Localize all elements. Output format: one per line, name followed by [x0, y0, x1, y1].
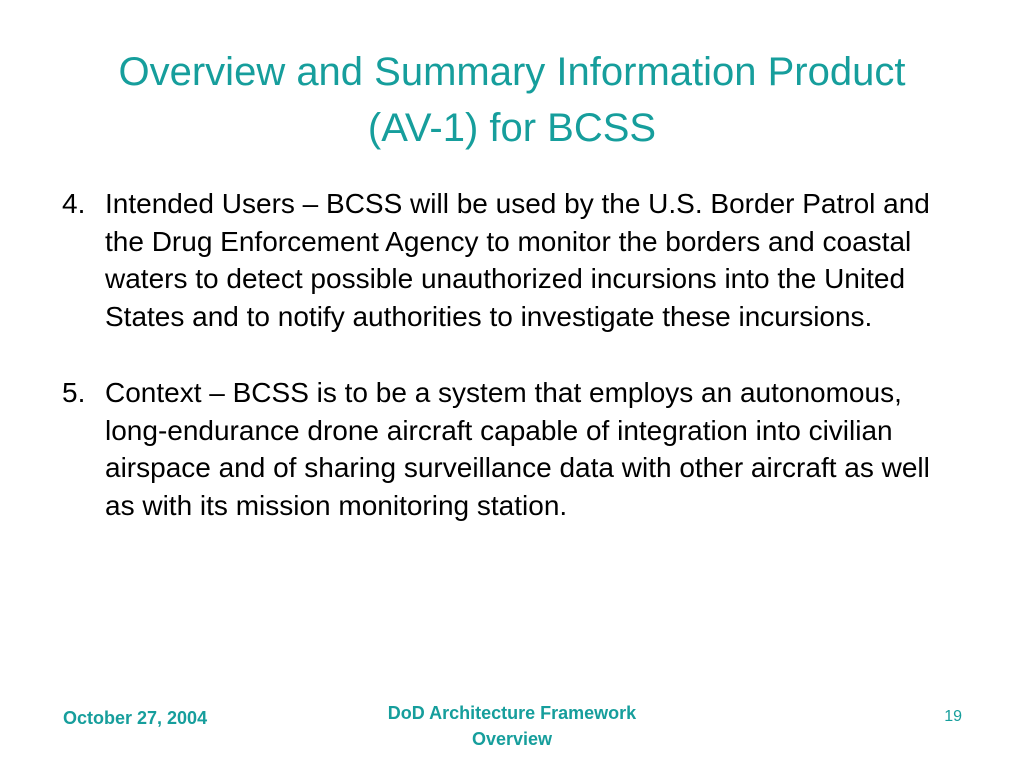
- footer-title-line-1: DoD Architecture Framework: [387, 703, 637, 723]
- list-item-text: Intended Users – BCSS will be used by the U.S. Border Patrol and the Drug Enforcement Agency to monitor the borders and coastal waters to detect possible unauthorized incursions into the United States and to notify authorities to investigate these incursions.: [105, 188, 930, 332]
- list-item-context: [62, 374, 962, 524]
- slide-title-line-2: (AV-1) for BCSS: [367, 106, 657, 150]
- slide-title-line-1: Overview and Summary Information Product: [118, 50, 906, 94]
- numbered-list: [62, 185, 962, 563]
- list-item-number: 5.: [62, 377, 86, 408]
- footer-date: October 27, 2004: [63, 708, 208, 728]
- page-number: 19: [944, 708, 962, 725]
- slide-title: [40, 44, 984, 156]
- list-item-number: 4.: [62, 188, 86, 219]
- footer-title-line-2: Overview: [471, 729, 553, 749]
- list-item-intended-users: [62, 185, 962, 335]
- list-item-text: Context – BCSS is to be a system that employs an autonomous, long-endurance drone aircraft capable of integration into civilian airspace and of sharing surveillance data with other aircraft as well as with its mission monitoring station.: [105, 377, 930, 521]
- footer-title: [312, 700, 712, 752]
